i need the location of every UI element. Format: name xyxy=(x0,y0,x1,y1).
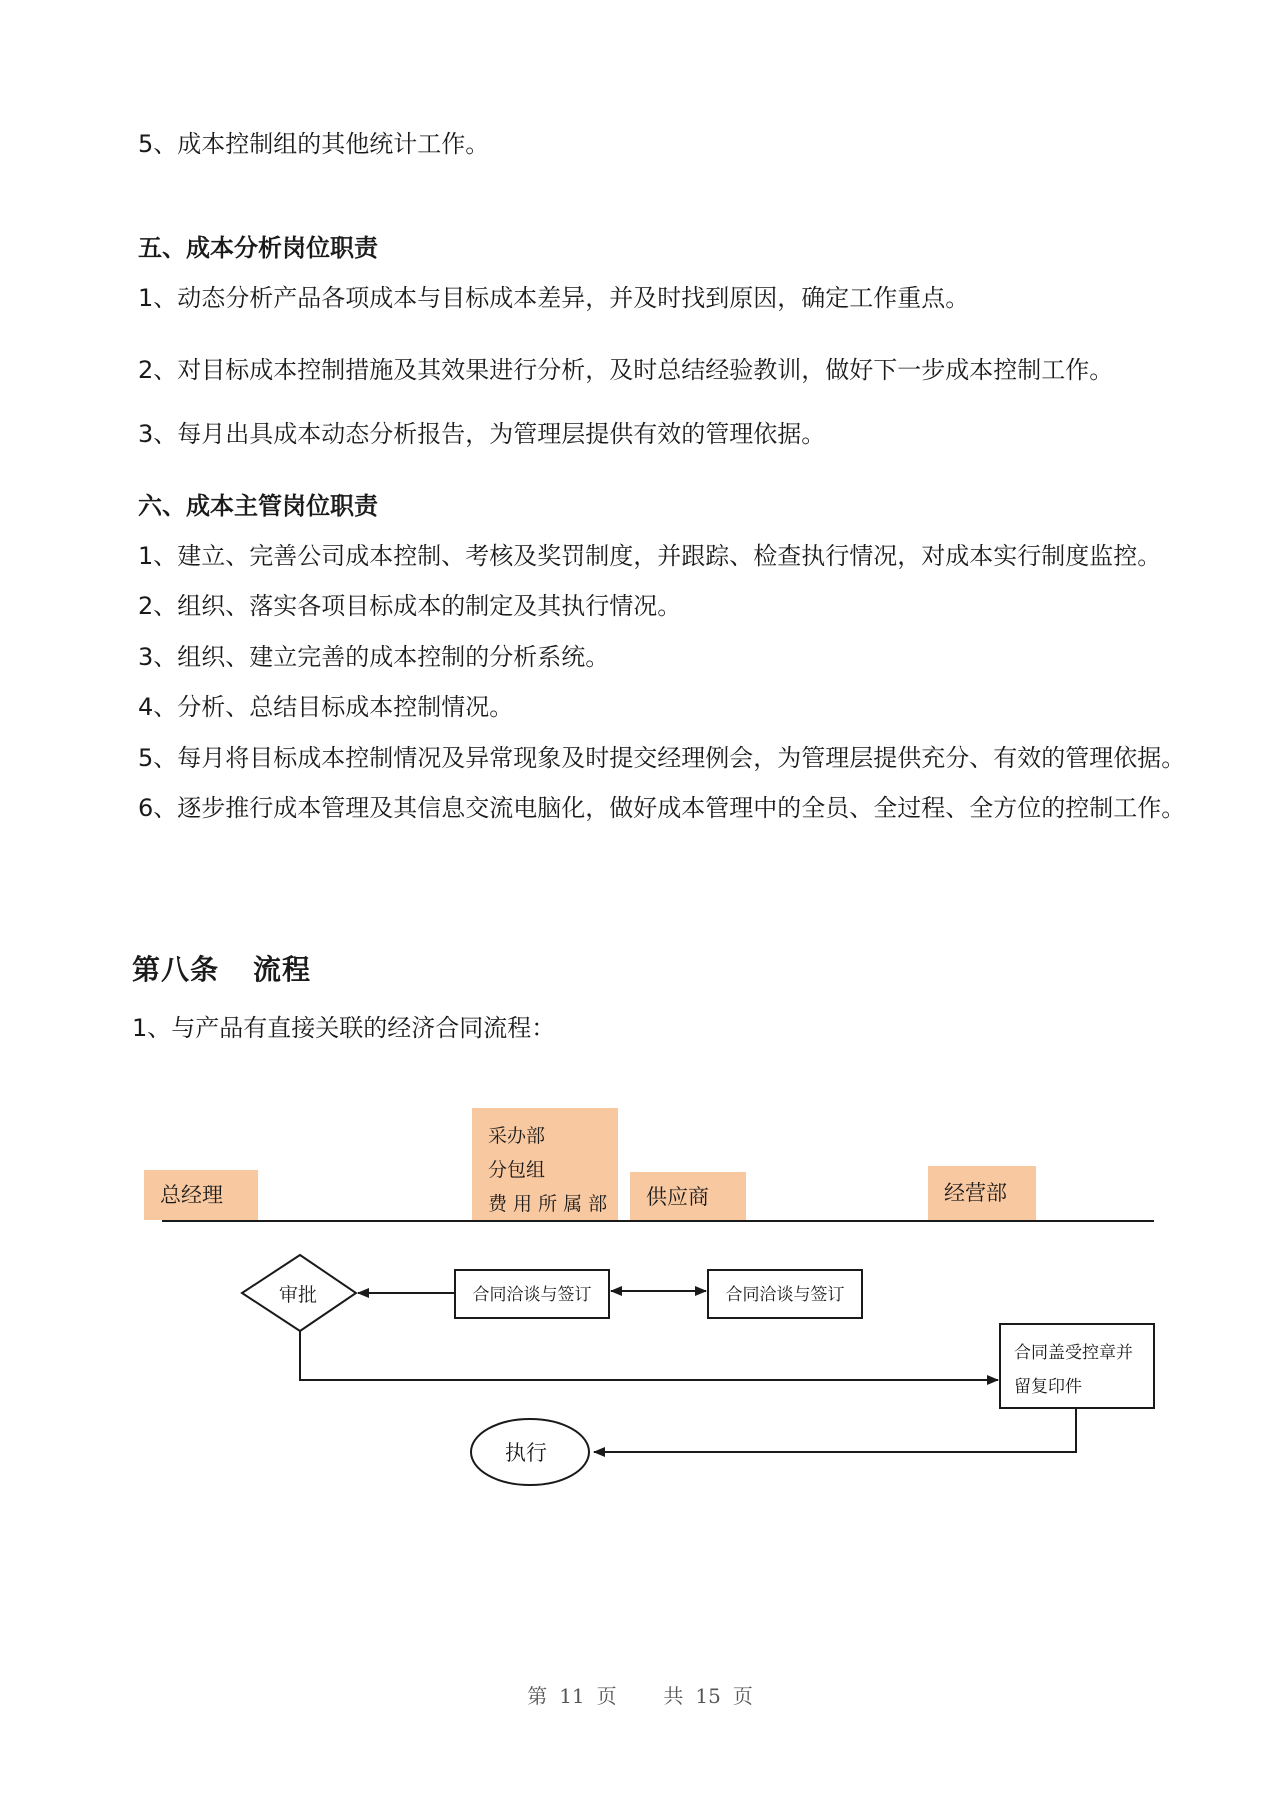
footer-total-suffix: 页 xyxy=(732,1684,753,1708)
arrow-seal-to-execute xyxy=(594,1408,1076,1452)
text-line-supervisor-4: 4、分析、总结目标成本控制情况。 xyxy=(138,693,514,721)
lane-procurement-label-2: 分包组 xyxy=(488,1159,546,1181)
lane-supplier-label: 供应商 xyxy=(646,1185,709,1209)
heading-cost-analysis: 五、成本分析岗位职责 xyxy=(138,234,378,262)
text-line-supervisor-2: 2、组织、落实各项目标成本的制定及其执行情况。 xyxy=(138,592,682,620)
negotiate-label-procurement: 合同洽谈与签订 xyxy=(472,1285,592,1305)
execute-label: 执行 xyxy=(505,1441,547,1465)
lane-procurement-label-3: 费 用 所 属 部 xyxy=(488,1193,608,1215)
footer-total-prefix: 共 xyxy=(663,1684,684,1708)
heading-cost-supervisor: 六、成本主管岗位职责 xyxy=(138,492,378,520)
lane-operations-label: 经营部 xyxy=(944,1181,1007,1205)
text-line-supervisor-6: 6、逐步推行成本管理及其信息交流电脑化，做好成本管理中的全员、全过程、全方位的控制工作。 xyxy=(138,794,1186,822)
seal-label-1: 合同盖受控章并 xyxy=(1014,1343,1133,1363)
text-line-analysis-1: 1、动态分析产品各项成本与目标成本差异，并及时找到原因，确定工作重点。 xyxy=(138,284,970,312)
text-line-flow-intro: 1、与产品有直接关联的经济合同流程： xyxy=(132,1014,556,1042)
footer-total-num: 15 xyxy=(695,1684,721,1708)
approve-label: 审批 xyxy=(278,1284,318,1306)
negotiate-label-supplier: 合同洽谈与签订 xyxy=(725,1285,845,1305)
page-footer xyxy=(0,1680,1280,1709)
text-line-supervisor-5: 5、每月将目标成本控制情况及异常现象及时提交经理例会，为管理层提供充分、有效的管理依据。 xyxy=(138,744,1186,772)
text-line-5-stats: 5、成本控制组的其他统计工作。 xyxy=(138,130,490,158)
lane-general-manager-label: 总经理 xyxy=(160,1183,223,1207)
lane-procurement-label-1: 采办部 xyxy=(488,1125,546,1147)
text-line-analysis-2: 2、对目标成本控制措施及其效果进行分析，及时总结经验教训，做好下一步成本控制工作。 xyxy=(138,356,1114,384)
footer-page-suffix: 页 xyxy=(596,1684,617,1708)
seal-label-2: 留复印件 xyxy=(1014,1377,1082,1397)
article-label: 第八条 xyxy=(132,953,220,986)
text-line-analysis-3: 3、每月出具成本动态分析报告，为管理层提供有效的管理依据。 xyxy=(138,420,826,448)
arrow-approve-to-seal xyxy=(300,1331,998,1380)
text-line-supervisor-1: 1、建立、完善公司成本控制、考核及奖罚制度，并跟踪、检查执行情况，对成本实行制度监控。 xyxy=(138,542,1162,570)
article-title: 流程 xyxy=(253,953,312,986)
footer-page-num: 11 xyxy=(559,1684,585,1708)
heading-article-eight xyxy=(132,952,311,988)
text-line-supervisor-3: 3、组织、建立完善的成本控制的分析系统。 xyxy=(138,643,610,671)
contract-flowchart xyxy=(0,1080,1280,1510)
footer-page-prefix: 第 xyxy=(527,1684,548,1708)
